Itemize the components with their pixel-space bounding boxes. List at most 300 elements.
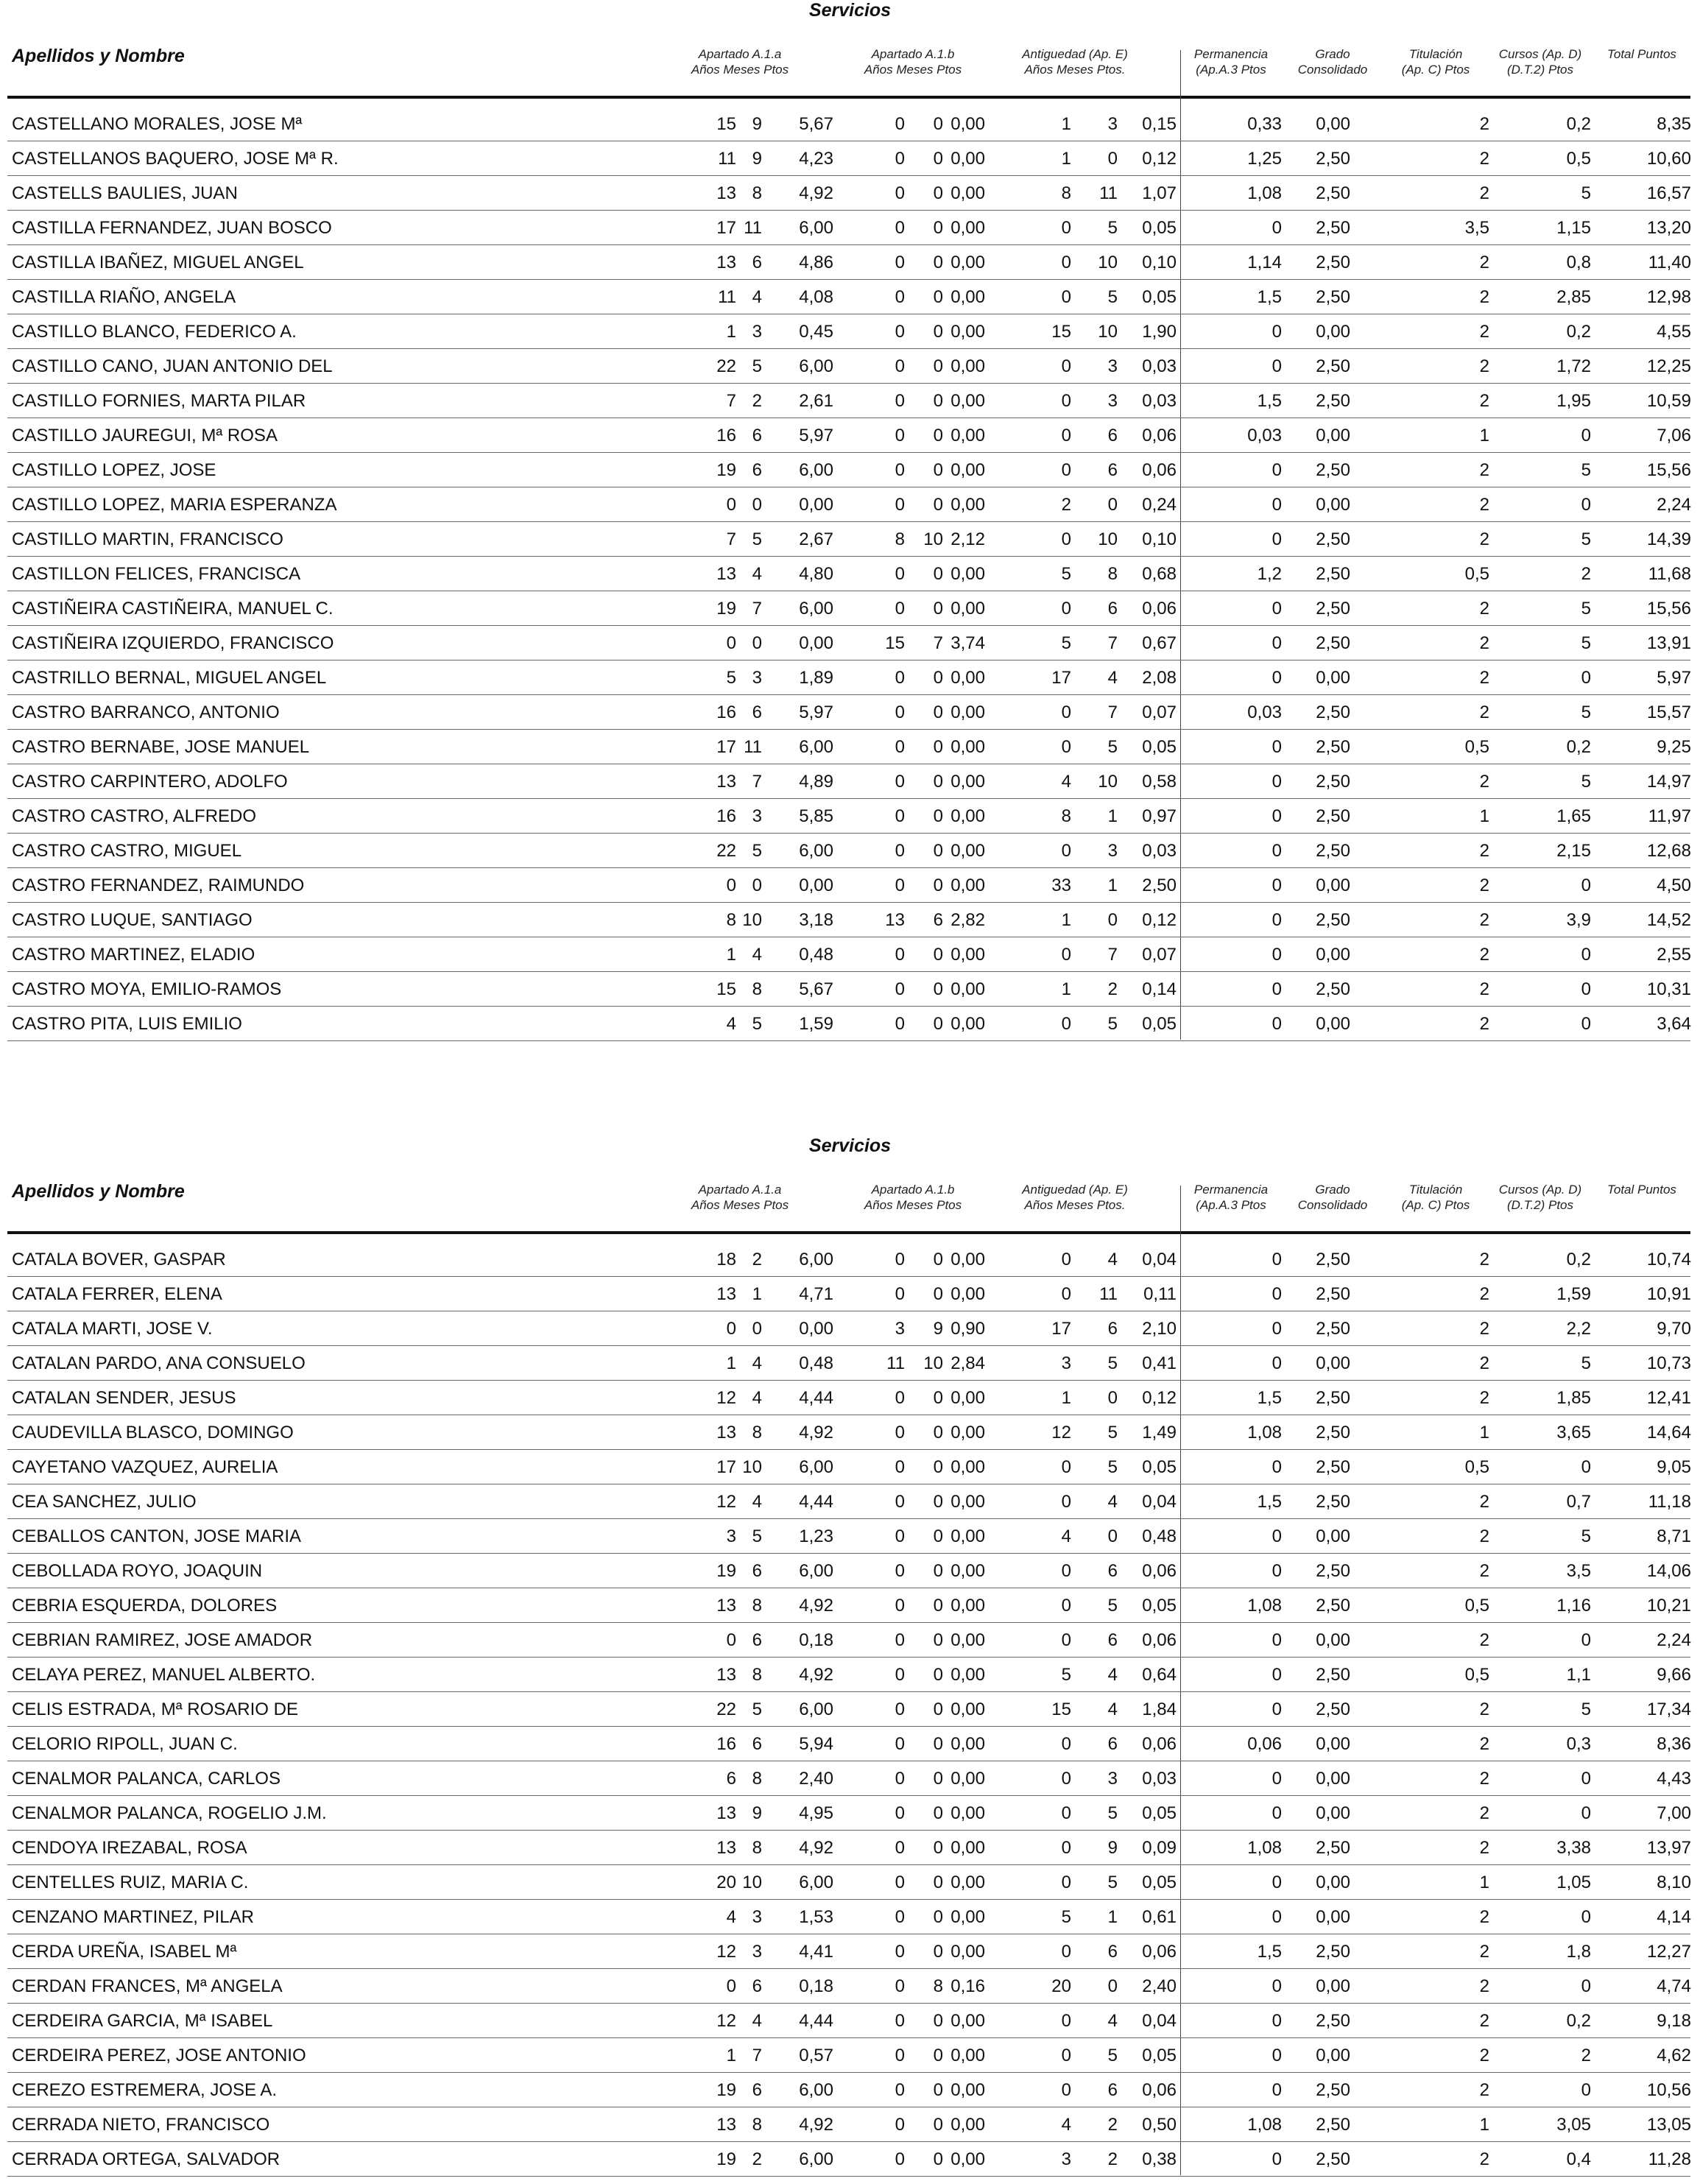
table-cell: 0 [1061,1596,1071,1616]
table-row [0,453,1700,487]
table-row [0,834,1700,868]
table-cell: 0,09 [1142,1838,1177,1858]
table-cell: 0 [933,1803,943,1823]
table-cell: 7 [1107,945,1118,965]
column-header-antiguedad-line: Años Meses Ptos. [1024,1198,1126,1212]
table-cell: 2,40 [1142,1976,1177,1996]
table-cell: 1,16 [1556,1596,1591,1616]
table-cell: 6 [1107,2080,1118,2100]
table-cell: 13 [716,1838,736,1858]
table-cell: 1,59 [1556,1284,1591,1304]
table-cell: 19 [716,2080,736,2100]
table-cell: 0 [1061,2046,1071,2065]
table-cell: 0,48 [799,1353,833,1373]
table-cell: 2 [1479,945,1489,965]
table-cell: 10 [923,1353,943,1373]
table-cell: 5 [1061,1907,1071,1927]
table-cell: 2,50 [1142,876,1177,895]
table-cell: 4,80 [799,564,833,584]
employee-name: CASTRO PITA, LUIS EMILIO [12,1014,242,1034]
table-cell: 0 [933,2149,943,2169]
employee-name: CASTILLO LOPEZ, MARIA ESPERANZA [12,495,337,515]
table-cell: 2,50 [1316,2080,1350,2100]
table-cell: 0 [895,1014,905,1034]
table-cell: 0 [933,702,943,722]
table-cell: 0,5 [1464,564,1489,584]
table-cell: 11,18 [1648,1492,1691,1512]
table-cell: 5,97 [1657,668,1691,688]
table-cell: 0 [895,1561,905,1581]
table-cell: 13 [716,253,736,272]
table-cell: 0,00 [950,218,985,238]
table-cell: 2,50 [1316,702,1350,722]
table-cell: 0 [895,1942,905,1962]
table-cell: 0 [1272,495,1282,515]
table-cell: 0 [895,1423,905,1443]
table-cell: 0,00 [950,287,985,307]
table-cell: 5 [1581,702,1591,722]
table-cell: 15 [885,633,905,653]
table-cell: 0 [1581,2080,1591,2100]
table-cell: 13,05 [1646,2115,1691,2135]
table-cell: 0 [933,564,943,584]
table-cell: 0,48 [1142,1526,1177,1546]
table-cell: 6 [1107,1734,1118,1754]
table-cell: 2 [1479,1769,1489,1789]
employee-name: CASTELLANOS BAQUERO, JOSE Mª R. [12,149,339,169]
table-cell: 0,24 [1142,495,1177,515]
table-cell: 10,73 [1646,1353,1691,1373]
table-cell: 2,50 [1316,356,1350,376]
table-cell: 2,15 [1556,841,1591,861]
table-cell: 0 [726,876,736,895]
table-cell: 3,74 [950,633,985,653]
table-cell: 6 [752,1734,762,1754]
table-cell: 5 [752,529,762,549]
table-cell: 4 [752,564,762,584]
table-cell: 0 [895,702,905,722]
table-cell: 2 [1479,1388,1489,1408]
table-cell: 2 [1479,2046,1489,2065]
table-row [0,349,1700,384]
table-cell: 10,59 [1646,391,1691,411]
table-block [0,1135,1700,2184]
column-header-antiguedad [1001,46,1149,77]
table-cell: 3 [895,1319,905,1339]
table-cell: 3 [752,322,762,342]
employee-name: CASTILLO CANO, JUAN ANTONIO DEL [12,356,333,376]
table-cell: 6,00 [799,737,833,757]
table-cell: 0 [1272,529,1282,549]
table-cell: 0,16 [950,1976,985,1996]
table-cell: 10,56 [1646,2080,1691,2100]
table-cell: 0 [1061,1457,1071,1477]
table-cell: 0,00 [950,1596,985,1616]
table-cell: 7 [726,529,736,549]
table-cell: 9 [752,149,762,169]
table-cell: 12 [716,1388,736,1408]
table-cell: 0 [1581,979,1591,999]
table-cell: 0 [1272,806,1282,826]
employee-name: CASTIÑEIRA CASTIÑEIRA, MANUEL C. [12,599,334,619]
table-cell: 0 [895,979,905,999]
table-cell: 0,00 [799,876,833,895]
table-cell: 1,89 [799,668,833,688]
table-cell: 0,03 [1247,426,1282,445]
employee-name: CASTRO CASTRO, MIGUEL [12,841,242,861]
employee-name: CASTILLA RIAÑO, ANGELA [12,287,236,307]
table-cell: 0 [1061,2080,1071,2100]
table-cell: 0 [895,1492,905,1512]
table-cell: 0,00 [1316,1803,1350,1823]
table-cell: 3 [726,1526,736,1546]
table-cell: 1,23 [799,1526,833,1546]
table-cell: 0 [1061,737,1071,757]
table-cell: 0 [933,806,943,826]
employee-name: CASTILLA IBAÑEZ, MIGUEL ANGEL [12,253,304,272]
table-cell: 0 [1061,529,1071,549]
table-cell: 0 [1581,1014,1591,1034]
employee-name: CENZANO MARTINEZ, PILAR [12,1907,254,1927]
table-cell: 0 [895,599,905,619]
table-cell: 4 [752,1492,762,1512]
table-cell: 13 [716,1803,736,1823]
table-cell: 9 [752,1803,762,1823]
table-cell: 0,45 [799,322,833,342]
employee-name: CEBRIA ESQUERDA, DOLORES [12,1596,278,1616]
table-cell: 3,64 [1657,1014,1691,1034]
table-cell: 6,00 [799,2080,833,2100]
table-cell: 6 [726,1769,736,1789]
table-cell: 13,91 [1646,633,1691,653]
table-cell: 0,06 [1142,599,1177,619]
table-cell: 0,2 [1566,737,1591,757]
table-cell: 20 [1051,1976,1071,1996]
table-cell: 4,92 [799,1596,833,1616]
table-cell: 4,41 [799,1942,833,1962]
column-header-apartado-a1a-line: Apartado A.1.a [698,47,782,61]
table-cell: 2,50 [1316,2115,1350,2135]
table-cell: 6 [1107,460,1118,480]
table-row [0,1415,1700,1450]
column-header-name: Apellidos y Nombre [12,1181,185,1202]
table-cell: 5 [1581,1699,1591,1719]
table-cell: 17 [716,1457,736,1477]
table-cell: 2,50 [1316,772,1350,792]
table-cell: 2 [1479,1284,1489,1304]
table-row [0,2142,1700,2177]
table-cell: 0,05 [1142,1014,1177,1034]
table-cell: 19 [716,599,736,619]
table-cell: 12,98 [1646,287,1691,307]
table-cell: 1 [1479,806,1489,826]
table-cell: 9 [933,1319,943,1339]
table-cell: 0,06 [1142,1942,1177,1962]
table-cell: 0,00 [1316,1734,1350,1754]
table-cell: 16,57 [1646,183,1691,203]
table-cell: 1,72 [1556,356,1591,376]
employee-name: CASTELLANO MORALES, JOSE Mª [12,114,303,134]
table-cell: 1 [1061,114,1071,134]
table-cell: 22 [716,841,736,861]
table-cell: 0,00 [950,979,985,999]
table-cell: 0,05 [1142,218,1177,238]
table-cell: 2 [1479,599,1489,619]
table-cell: 0 [1272,2080,1282,2100]
table-cell: 15,56 [1646,599,1691,619]
table-cell: 0 [1272,1769,1282,1789]
employee-name: CELAYA PEREZ, MANUEL ALBERTO. [12,1665,316,1685]
column-header-permanencia-line: (Ap.A.3 Ptos [1196,63,1266,77]
table-cell: 1 [1107,876,1118,895]
table-cell: 0 [1061,599,1071,619]
table-cell: 10,31 [1646,979,1691,999]
table-cell: 0,00 [1316,668,1350,688]
table-cell: 0,03 [1142,391,1177,411]
table-cell: 0 [1581,1457,1591,1477]
table-cell: 10 [923,529,943,549]
table-row [0,384,1700,418]
table-cell: 8 [1061,183,1071,203]
table-cell: 0 [933,1284,943,1304]
table-cell: 0 [933,1596,943,1616]
table-cell: 2 [752,391,762,411]
table-cell: 7 [726,391,736,411]
table-row [0,1692,1700,1727]
table-cell: 19 [716,1561,736,1581]
table-row [0,280,1700,314]
table-cell: 0 [933,599,943,619]
table-cell: 3 [1107,391,1118,411]
table-cell: 6 [1107,1561,1118,1581]
table-row [0,1450,1700,1484]
table-cell: 4,92 [799,183,833,203]
table-cell: 0 [1061,1492,1071,1512]
table-cell: 2,50 [1316,2011,1350,2031]
table-cell: 5,94 [799,1734,833,1754]
table-cell: 0 [1272,1665,1282,1685]
table-block [0,0,1700,1049]
table-cell: 0,00 [950,876,985,895]
table-row [0,903,1700,937]
table-cell: 0,00 [950,2080,985,2100]
table-cell: 4 [752,2011,762,2031]
table-cell: 0 [1061,460,1071,480]
table-cell: 0 [933,149,943,169]
table-row [0,626,1700,661]
table-row [0,1554,1700,1588]
table-cell: 4,86 [799,253,833,272]
employee-name: CERRADA ORTEGA, SALVADOR [12,2149,281,2169]
table-cell: 2 [1479,979,1489,999]
table-cell: 0 [895,1976,905,1996]
column-header-grado-consolidado-line: Consolidado [1297,1198,1368,1212]
table-cell: 0 [895,2011,905,2031]
table-cell: 0 [895,114,905,134]
table-cell: 0 [1272,945,1282,965]
table-cell: 6,00 [799,1699,833,1719]
table-cell: 5 [1581,183,1591,203]
table-cell: 2 [752,1250,762,1269]
table-row [0,868,1700,903]
table-row [0,1865,1700,1900]
table-row [0,972,1700,1007]
table-cell: 4 [1107,2011,1118,2031]
table-cell: 6,00 [799,1561,833,1581]
table-cell: 0,05 [1142,287,1177,307]
table-cell: 1 [1479,1873,1489,1892]
column-header-total-puntos-line: Total Puntos [1607,47,1676,61]
table-cell: 0 [726,1976,736,1996]
table-cell: 0 [933,1423,943,1443]
table-cell: 13,20 [1646,218,1691,238]
table-cell: 0,00 [950,806,985,826]
table-cell: 14,39 [1646,529,1691,549]
table-cell: 0 [1061,391,1071,411]
column-header-titulacion-line: Titulación [1408,1183,1463,1197]
table-cell: 12 [1051,1423,1071,1443]
table-cell: 4,95 [799,1803,833,1823]
table-cell: 7 [752,599,762,619]
table-cell: 0 [1272,979,1282,999]
table-cell: 0 [933,183,943,203]
table-cell: 0 [1581,1769,1591,1789]
table-cell: 8 [1061,806,1071,826]
table-cell: 6,00 [799,1457,833,1477]
table-cell: 0,00 [950,114,985,134]
table-cell: 0,5 [1464,737,1489,757]
table-cell: 0,06 [1142,426,1177,445]
table-cell: 0,00 [1316,1976,1350,1996]
table-cell: 2,84 [950,1353,985,1373]
table-cell: 0,11 [1143,1284,1177,1304]
table-cell: 0 [895,1838,905,1858]
table-cell: 5 [752,1014,762,1034]
table-cell: 0 [1272,218,1282,238]
table-cell: 0 [752,1319,762,1339]
table-row [0,1761,1700,1796]
table-cell: 0 [1107,910,1118,930]
table-cell: 3 [1107,114,1118,134]
table-cell: 1,5 [1257,287,1282,307]
table-cell: 0 [895,945,905,965]
table-cell: 1 [1061,979,1071,999]
table-cell: 2 [752,2149,762,2169]
table-cell: 0,90 [950,1319,985,1339]
employee-name: CEBRIAN RAMIREZ, JOSE AMADOR [12,1630,313,1650]
table-cell: 0 [1061,841,1071,861]
table-cell: 8,71 [1657,1526,1691,1546]
table-cell: 0,00 [950,1734,985,1754]
table-cell: 2 [1479,1734,1489,1754]
table-cell: 5 [1581,460,1591,480]
table-cell: 0 [895,1665,905,1685]
table-cell: 8 [752,183,762,203]
table-cell: 0 [933,1907,943,1927]
page-title: Servicios [808,1135,892,1156]
table-cell: 11 [744,737,762,757]
table-cell: 4 [726,1907,736,1927]
table-cell: 4 [726,1014,736,1034]
employee-name: CATALA MARTI, JOSE V. [12,1319,213,1339]
table-cell: 2,50 [1316,529,1350,549]
table-cell: 0 [1272,1907,1282,1927]
table-cell: 11 [1099,1284,1118,1304]
table-cell: 8 [726,910,736,930]
table-cell: 2,50 [1316,1942,1350,1962]
table-cell: 2,50 [1316,1699,1350,1719]
table-cell: 13 [716,1423,736,1443]
table-cell: 0 [895,356,905,376]
table-cell: 0,00 [950,1561,985,1581]
column-header-apartado-a1b-line: Apartado A.1.b [871,1183,955,1197]
table-cell: 2,50 [1316,1388,1350,1408]
table-cell: 8 [933,1976,943,1996]
table-cell: 0 [933,668,943,688]
table-cell: 0 [933,1388,943,1408]
table-cell: 0 [895,1734,905,1754]
table-cell: 4,62 [1657,2046,1691,2065]
table-cell: 22 [716,356,736,376]
table-cell: 2,50 [1316,1665,1350,1685]
table-cell: 11,28 [1648,2149,1691,2169]
table-cell: 0 [895,2080,905,2100]
table-cell: 8 [752,2115,762,2135]
table-cell: 5,97 [799,702,833,722]
table-cell: 5,67 [799,114,833,134]
table-cell: 2 [1479,149,1489,169]
table-cell: 0 [1272,1976,1282,1996]
table-cell: 14,64 [1646,1423,1691,1443]
table-cell: 1 [1479,1423,1489,1443]
table-cell: 2,40 [799,1769,833,1789]
table-cell: 8 [752,1769,762,1789]
table-cell: 6 [1107,1942,1118,1962]
table-cell: 2 [1479,495,1489,515]
table-cell: 2 [1479,633,1489,653]
header-rule [7,1231,1690,1234]
table-cell: 0,12 [1142,910,1177,930]
table-cell: 0,00 [950,1699,985,1719]
table-cell: 0 [895,495,905,515]
table-cell: 0,05 [1142,737,1177,757]
table-cell: 5 [752,1526,762,1546]
table-cell: 0,00 [1316,114,1350,134]
table-cell: 2 [1479,1699,1489,1719]
table-cell: 0,00 [1316,876,1350,895]
table-cell: 5 [1107,287,1118,307]
table-cell: 2 [1479,2080,1489,2100]
table-cell: 0 [1581,1976,1591,1996]
table-cell: 0 [895,1250,905,1269]
table-cell: 4,55 [1657,322,1691,342]
column-header-apartado-a1a-line: Años Meses Ptos [691,63,789,77]
employee-name: CASTELLS BAULIES, JUAN [12,183,238,203]
table-cell: 2,50 [1316,1250,1350,1269]
table-cell: 1,14 [1247,253,1282,272]
table-cell: 14,52 [1646,910,1691,930]
table-cell: 0 [1272,1630,1282,1650]
table-row [0,1242,1700,1277]
table-cell: 10 [1098,772,1118,792]
table-cell: 0,04 [1142,2011,1177,2031]
table-cell: 10 [742,910,762,930]
table-cell: 0,64 [1142,1665,1177,1685]
table-cell: 0,00 [950,2115,985,2135]
table-cell: 0,00 [950,1423,985,1443]
table-cell: 2,50 [1316,2149,1350,2169]
table-cell: 6 [1107,1319,1118,1339]
